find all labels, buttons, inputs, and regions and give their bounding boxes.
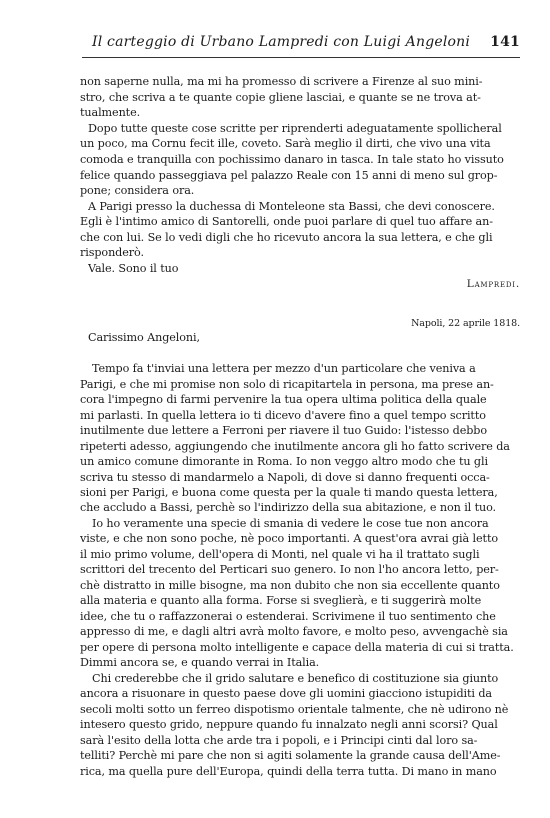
letter2-line: intesero questo grido, neppure quando fu innalzato negli anni scorsi? Qual [80, 718, 498, 731]
letter2-line: idee, che tu o raffazzonerai o estenderai. Scrivimene il tuo sentimento che [80, 610, 496, 623]
header-rule [82, 57, 520, 58]
letter2-line: alla materia e quanto alla forma. Forse si sveglierà, e ti suggerirà molte [80, 594, 482, 607]
page-number: 141 [490, 34, 520, 50]
letter1-line: risponderò. [80, 246, 144, 259]
letter2-line: Dimmi ancora se, e quando verrai in Italia. [80, 656, 320, 669]
letter2-line: secoli molti sotto un ferreo dispotismo orientale talmente, che nè udirono nè [80, 703, 509, 716]
letter1-line: comoda e tranquilla con pochissimo danaro in tasca. In tale stato ho vissuto [80, 153, 504, 166]
letter1-line: stro, che scriva a te quante copie gliene lasciai, e quante se ne trova at- [80, 91, 481, 104]
letter2-line: per opere di persona molto intelligente e capace della materia di cui si tratta. [80, 641, 514, 654]
letter2-dateline: Napoli, 22 aprile 1818. [411, 318, 520, 329]
letter1-signature: Lampredi. [466, 278, 520, 290]
letter2-line: mi parlasti. In quella lettera io ti dicevo d'avere fino a quel tempo scritto [80, 409, 486, 422]
letter1-line: Dopo tutte queste cose scritte per riprenderti adeguatamente spollicheral [88, 122, 502, 135]
letter1-line: pone; considera ora. [80, 184, 195, 197]
letter1-line: Egli è l'intimo amico di Santorelli, onde puoi parlare di quel tuo affare an- [80, 215, 493, 228]
letter1-line: felice quando passeggiava pel palazzo Reale con 15 anni di meno sul grop- [80, 169, 498, 182]
letter2-line: Io ho veramente una specie di smania di vedere le cose tue non ancora [92, 517, 489, 530]
letter2-line: un amico comune dimorante in Roma. Io non veggo altro modo che tu gli [80, 455, 488, 468]
letter2-line: ancora a risuonare in questo paese dove gli uomini giacciono istupiditi da [80, 687, 492, 700]
letter2-line: ripeterti adesso, aggiungendo che inutilmente ancora gli ho fatto scrivere da [80, 440, 510, 453]
letter2-line: appresso di me, e dagli altri avrà molto favore, e molto peso, avvengachè sia [80, 625, 508, 638]
letter2-line: chè distratto in mille bisogne, ma non dubito che non sia eccellente quanto [80, 579, 500, 592]
letter1-line: A Parigi presso la duchessa di Monteleone sta Bassi, che devi conoscere. [88, 200, 495, 213]
letter2-line: Tempo fa t'inviai una lettera per mezzo d'un particolare che veniva a [92, 362, 476, 375]
letter2-line: cora l'impegno di farmi pervenire la tua opera ultima politica della quale [80, 393, 487, 406]
running-header [80, 34, 520, 54]
letter2-line: scriva tu stesso di mandarmelo a Napoli, di dove si danno frequenti occa- [80, 471, 490, 484]
letter2-line: sioni per Parigi, e buona come questa per la quale ti mando questa lettera, [80, 486, 498, 499]
letter2-line: il mio primo volume, dell'opera di Monti, nel quale vi ha il trattato sugli [80, 548, 480, 561]
letter2-line: rica, ma quella pure dell'Europa, quindi della terra tutta. Di mano in mano [80, 765, 497, 778]
letter1-line: un poco, ma Cornu fecit ille, coveto. Sarà meglio il dirti, che vivo una vita [80, 137, 491, 150]
letter1-line: tualmente. [80, 106, 141, 119]
letter2-line: scrittori del trecento del Perticari suo genero. Io non l'ho ancora letto, per- [80, 563, 499, 576]
letter2-line: inutilmente due lettere a Ferroni per riavere il tuo Guido: l'istesso debbo [80, 424, 487, 437]
running-title: Il carteggio di Urbano Lampredi con Luigi Angeloni [92, 34, 471, 50]
letter2-line: telliti? Perchè mi pare che non si agiti solamente la grande causa dell'Ame- [80, 749, 501, 762]
letter2-salutation: Carissimo Angeloni, [88, 331, 200, 344]
letter2-line: che accludo a Bassi, perchè so l'indirizzo della sua abitazione, e non il tuo. [80, 501, 497, 514]
letter2-line: Parigi, e che mi promise non solo di ricapitartela in persona, ma prese an- [80, 378, 494, 391]
letter1-closing: Vale. Sono il tuo [88, 262, 179, 275]
letter2-line: sarà l'esito della lotta che arde tra i popoli, e i Principi cinti dal loro sa- [80, 734, 478, 747]
letter1-line: che con lui. Se lo vedi digli che ho ricevuto ancora la sua lettera, e che gli [80, 231, 493, 244]
letter2-line: Chi crederebbe che il grido salutare e benefico di costituzione sia giunto [92, 672, 499, 685]
letter1-line: non saperne nulla, ma mi ha promesso di scrivere a Firenze al suo mini- [80, 75, 483, 88]
letter2-line: viste, e che non sono poche, nè poco importanti. A quest'ora avrai già letto [80, 532, 498, 545]
